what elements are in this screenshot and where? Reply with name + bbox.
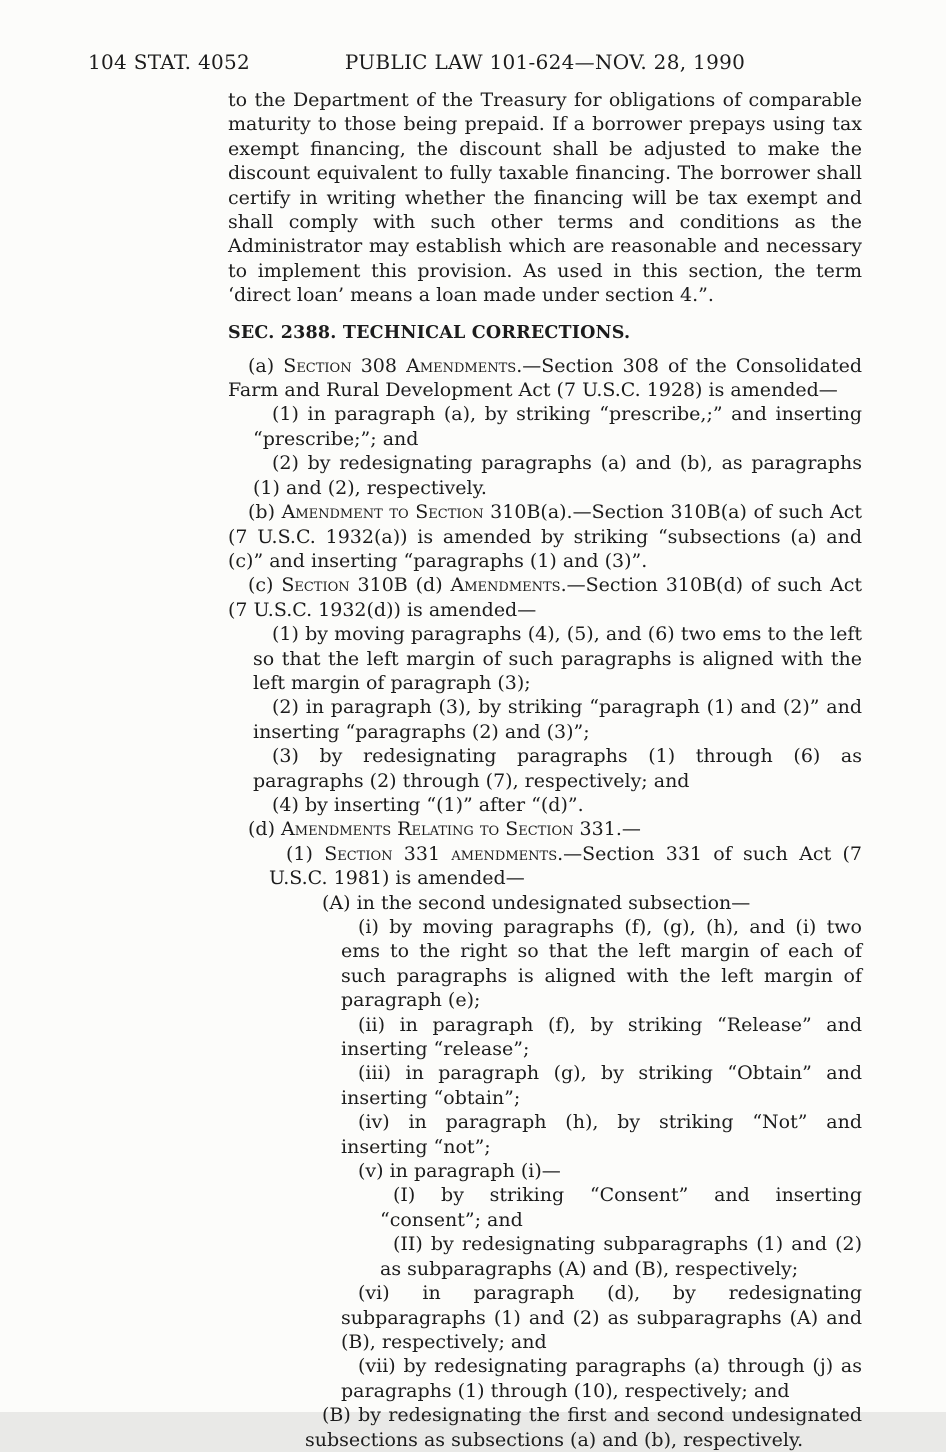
opening-continuation-paragraph xyxy=(228,88,862,308)
clause-d-1-A-i xyxy=(228,915,862,1013)
text-segment: (iv) in paragraph (h), by striking “Not” and inserting “not”; xyxy=(341,1111,862,1158)
text-segment: (II) by redesignating subparagraphs (1) and (2) as subparagraphs (A) and (B), respectively; xyxy=(380,1233,862,1280)
paragraph-c-4 xyxy=(228,793,862,817)
clause-d-1-A-vi xyxy=(228,1281,862,1354)
text-segment: (2) in paragraph (3), by striking “paragraph (1) and (2)” and inserting “paragraphs (2) and (3)”; xyxy=(253,696,862,743)
stat-page-number: 104 STAT. 4052 xyxy=(88,50,251,74)
subparagraph-d-1-A xyxy=(228,891,862,915)
text-segment: (ii) in paragraph (f), by striking “Release” and inserting “release”; xyxy=(341,1013,862,1061)
text-segment: (vi) in paragraph (d), by redesignating subparagraphs (1) and (2) as subparagraphs (A) and (B), respectively; and xyxy=(341,1282,862,1353)
small-caps-heading: Section 308 Amendments xyxy=(283,354,517,377)
text-segment: (2) by redesignating paragraphs (a) and (b), as paragraphs (1) and (2), respectively. xyxy=(253,452,862,499)
paragraph-a-1 xyxy=(228,402,862,451)
paragraph-c-2 xyxy=(228,695,862,744)
paragraph-c-3 xyxy=(228,744,862,793)
clause-d-1-A-ii xyxy=(228,1013,862,1062)
subparagraph-d-1-B xyxy=(228,1403,862,1452)
clause-d-1-A-iii xyxy=(228,1061,862,1110)
running-head-law-title: PUBLIC LAW 101-624—NOV. 28, 1990 xyxy=(344,50,746,74)
small-caps-heading: Amendments Relating to Section 331 xyxy=(281,818,616,841)
paragraph-a-2 xyxy=(228,451,862,500)
text-segment: (B) by redesignating the first and second undesignated subsections as subsections (a) and (b), respectively. xyxy=(305,1404,862,1451)
text-segment: .— xyxy=(615,818,641,841)
text-segment: .—Section 308 of the Consolidated Farm and Rural Development Act (7 U.S.C. 1928) is amended— xyxy=(228,354,862,402)
text-segment: (i) by moving paragraphs (f), (g), (h), and (i) two ems to the right so that the left margin of each of such paragraphs is aligned with the left margin of paragraph (e); xyxy=(341,916,862,1012)
text-segment: (a) xyxy=(248,354,284,377)
small-caps-heading: Section 310B xyxy=(281,574,408,597)
text-segment: (3) by redesignating paragraphs (1) through (6) as paragraphs (2) through (7), respectively; and xyxy=(253,745,862,792)
text-segment: (d) xyxy=(248,818,282,841)
small-caps-heading: Amendment to Section 310B xyxy=(281,501,541,524)
text-segment: .—Section 310B(d) of such Act (7 U.S.C. 1932(d)) is amended— xyxy=(228,574,862,621)
text-segment: (1) in paragraph (a), by striking “prescribe,;” and inserting “prescribe;”; and xyxy=(253,403,862,450)
subsection-c xyxy=(228,573,862,622)
subclause-d-1-A-v-I xyxy=(228,1183,862,1232)
small-caps-heading: Section 331 amendments xyxy=(324,842,558,865)
clause-d-1-A-vii xyxy=(228,1354,862,1403)
paragraph-c-1 xyxy=(228,622,862,695)
sec-2388-heading xyxy=(228,322,862,344)
clause-d-1-A-iv xyxy=(228,1110,862,1159)
text-segment: (c) xyxy=(248,574,282,597)
text-segment: to the Department of the Treasury for obligations of comparable maturity to those being prepaid. If a borrower prepays using tax exempt financing, the discount shall be adjusted to make the discount equivalent to fully taxable financing. The borrower shall certify in writing whether the financing will be tax exempt and shall comply with such other terms and conditions as the Administrator may establish which are reasonable and necessary to implement this provision. As used in this section, the term ‘direct loan’ means a loan made under section 4.”. xyxy=(228,89,862,307)
text-segment: (a).—Section 310B(a) of such Act (7 U.S.C. 1932(a)) is amended by striking “subsections (a) and (c)” and inserting “paragraphs (1) and (3)”. xyxy=(228,501,862,572)
text-segment: (4) by inserting “(1)” after “(d)”. xyxy=(272,793,584,816)
statute-body xyxy=(228,88,862,1452)
text-segment: (1) by moving paragraphs (4), (5), and (6) two ems to the left so that the left margin of such paragraphs is aligned with the left margin of paragraph (3); xyxy=(253,623,862,694)
subsection-a xyxy=(228,354,862,403)
text-segment: (I) by striking “Consent” and inserting “consent”; and xyxy=(380,1184,862,1231)
clause-d-1-A-v xyxy=(228,1159,862,1183)
subsection-d xyxy=(228,817,862,841)
text-segment: SEC. 2388. TECHNICAL CORRECTIONS. xyxy=(228,322,631,343)
text-segment: (A) in the second undesignated subsection— xyxy=(322,891,751,914)
text-segment: (iii) in paragraph (g), by striking “Obtain” and inserting “obtain”; xyxy=(341,1062,862,1109)
subsection-b xyxy=(228,500,862,573)
text-segment: (1) xyxy=(286,842,325,865)
paragraph-d-1 xyxy=(228,842,862,891)
text-segment: (vii) by redesignating paragraphs (a) through (j) as paragraphs (1) through (10), respectively; and xyxy=(341,1355,862,1402)
text-segment: (d) xyxy=(407,574,451,597)
text-segment: .—Section 331 of such Act (7 U.S.C. 1981) is amended— xyxy=(269,842,863,890)
text-segment: (b) xyxy=(248,501,282,524)
small-caps-heading: Amendments xyxy=(450,574,561,597)
subclause-d-1-A-v-II xyxy=(228,1232,862,1281)
text-segment: (v) in paragraph (i)— xyxy=(358,1160,561,1183)
